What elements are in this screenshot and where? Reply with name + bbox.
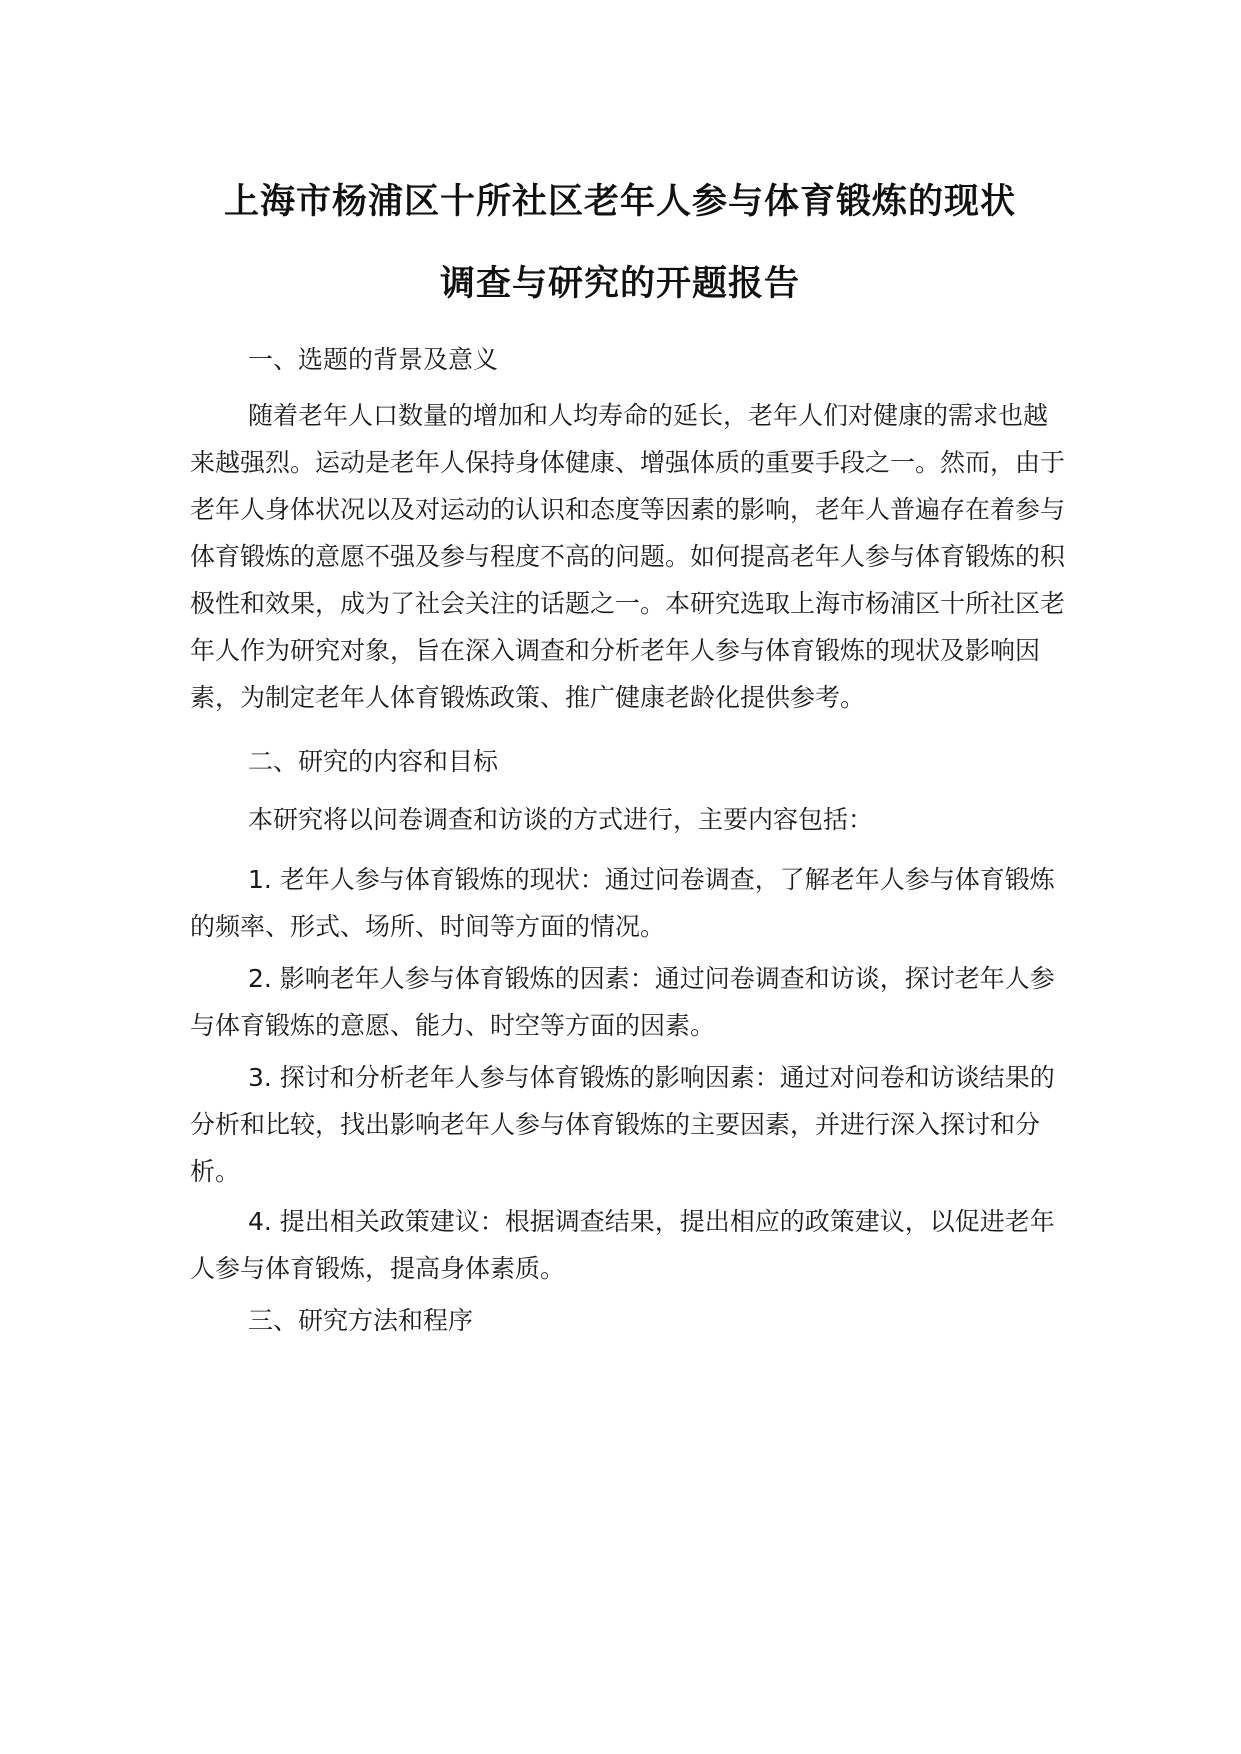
section-2-item-2: 2. 影响老年人参与体育锻炼的因素：通过问卷调查和访谈，探讨老年人参与体育锻炼的意愿、能力、时空等方面的因素。 [190, 964, 1055, 1040]
section-1-paragraph: 随着老年人口数量的增加和人均寿命的延长，老年人们对健康的需求也越来越强烈。运动是老年人保持身体健康、增强体质的重要手段之一。然而，由于老年人身体状况以及对运动的认识和态度等因素的影响，老年人普遍存在着参与体育锻炼的意愿不强及参与程度不高的问题。如何提高老年人参与体育锻炼的积极性和效果，成为了社会关注的话题之一。本研究选取上海市杨浦区十所社区老年人作为研究对象，旨在深入调查和分析老年人参与体育锻炼的现状及影响因素，为制定老年人体育锻炼政策、推广健康老龄化提供参考。 [190, 401, 1066, 712]
section-2-item-4: 4. 提出相关政策建议：根据调查结果，提出相应的政策建议，以促进老年人参与体育锻炼，提高身体素质。 [190, 1207, 1055, 1283]
section-3-heading: 三、研究方法和程序 [248, 1306, 474, 1335]
document-title-line-1: 上海市杨浦区十所社区老年人参与体育锻炼的现状 [223, 182, 1016, 222]
section-1-heading: 一、选题的背景及意义 [248, 345, 499, 374]
document-title-line-2: 调查与研究的开题报告 [439, 264, 800, 304]
section-2-heading: 二、研究的内容和目标 [248, 747, 499, 776]
section-2-item-3: 3. 探讨和分析老年人参与体育锻炼的影响因素：通过对问卷和访谈结果的分析和比较，找出影响老年人参与体育锻炼的主要因素，并进行深入探讨和分析。 [190, 1063, 1055, 1186]
section-2-item-1: 1. 老年人参与体育锻炼的现状：通过问卷调查，了解老年人参与体育锻炼的频率、形式、场所、时间等方面的情况。 [190, 865, 1055, 941]
section-2-intro: 本研究将以问卷调查和访谈的方式进行，主要内容包括： [248, 805, 874, 834]
